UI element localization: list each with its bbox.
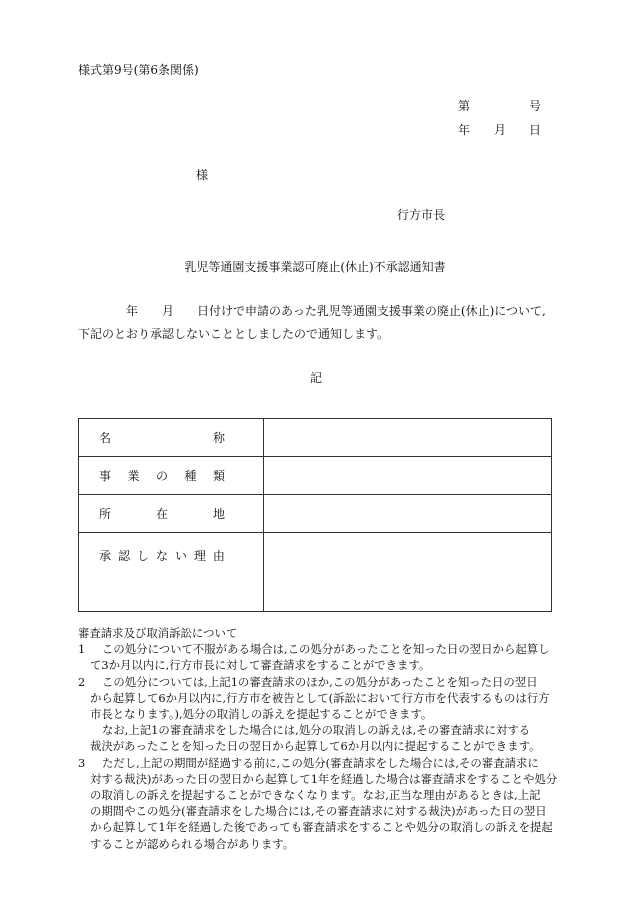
- table-row: [79, 495, 552, 533]
- note-line: 3 ただし,上記の期間が経過する前に,この処分(審査請求をした場合には,その審査請求に: [78, 755, 539, 770]
- label-business-type: 事 業 の 種 類: [79, 457, 264, 495]
- note-line: て3か月以内に,行方市長に対して審査請求をすることができます。: [90, 658, 431, 673]
- date-day: 日: [529, 123, 542, 137]
- notes-heading: 審査請求及び取消訴訟について: [78, 626, 238, 640]
- form-number: 様式第9号(第6条関係): [78, 63, 199, 77]
- note-line: 裁決があったことを知った日の翌日から起算して6か月以内に提起することができます。: [90, 739, 541, 754]
- body-line-2: 下記のとおり承認しないこととしましたので通知します。: [78, 327, 390, 341]
- document-title: 乳児等通園支援事業認可廃止(休止)不承認通知書: [184, 260, 446, 274]
- body-date-year: 年: [126, 304, 139, 318]
- doc-number-prefix: 第: [458, 99, 471, 113]
- date-month: 月: [494, 123, 507, 137]
- label-name: 名 称: [79, 419, 264, 457]
- note-line: から起算して1年を経過した後であっても審査請求をすることや処分の取消しの訴えを提起: [90, 820, 553, 835]
- value-reason[interactable]: [264, 533, 552, 612]
- date-year: 年: [458, 123, 471, 137]
- addressee-suffix: 様: [196, 168, 209, 182]
- body-line-1: 日付けで申請のあった乳児等通園支援事業の廃止(休止)について,: [197, 304, 546, 318]
- value-location[interactable]: [264, 495, 552, 533]
- body-date-month: 月: [162, 304, 175, 318]
- appeal-notes: [78, 625, 557, 852]
- note-line: の取消しの訴えを提起することができなくなります。なお,正当な理由があるときは,上記: [90, 788, 541, 803]
- note-line: 1 この処分について不服がある場合は,この処分があったことを知った日の翌日から起算し: [78, 642, 550, 657]
- table-row: [79, 533, 552, 612]
- value-business-type[interactable]: [264, 457, 552, 495]
- note-line: 市長となります。),処分の取消しの訴えを提起することができます。: [90, 707, 433, 722]
- label-reason: 承 認 し な い 理 由: [79, 533, 264, 612]
- doc-number-suffix: 号: [529, 99, 542, 113]
- ki-heading: 記: [310, 371, 323, 385]
- table-row: [79, 457, 552, 495]
- note-line: なお,上記1の審査請求をした場合には,処分の取消しの訴えは,その審査請求に対する: [102, 723, 531, 738]
- note-line: することが認められる場合があります。: [90, 836, 295, 851]
- note-line: 2 この処分については,上記1の審査請求のほか,この処分があったことを知った日の翌日: [78, 674, 538, 689]
- label-location: 所 在 地: [79, 495, 264, 533]
- note-line: 対する裁決)があった日の翌日から起算して1年を経過した場合は審査請求をすることや処分: [90, 771, 558, 786]
- table-row: [79, 419, 552, 457]
- note-line: の期間やこの処分(審査請求をした場合には,その審査請求に対する裁決)があった日の翌日: [90, 804, 547, 819]
- details-table: [78, 418, 552, 612]
- value-name[interactable]: [264, 419, 552, 457]
- issuer: 行方市長: [397, 208, 446, 222]
- note-line: から起算して6か月以内に,行方市を被告として(訴訟において行方市を代表するものは行方: [90, 690, 550, 705]
